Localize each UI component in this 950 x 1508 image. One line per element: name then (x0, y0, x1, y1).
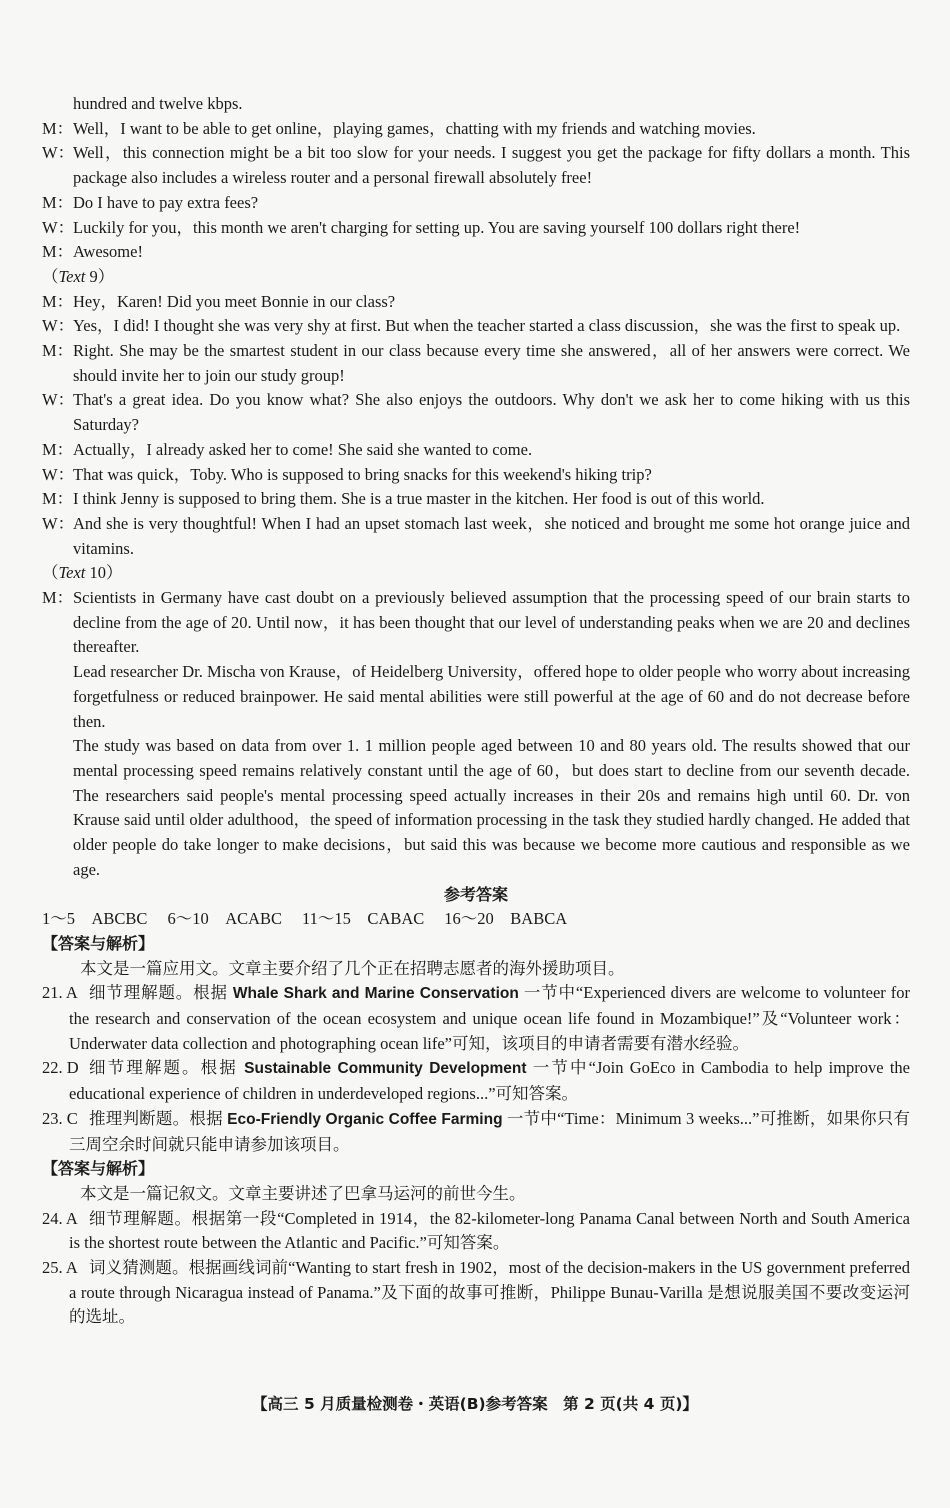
dialogue-line: W： Yes，I did! I thought she was very shy at first. But when the teacher started a class discussion，she was the first to speak up. (42, 314, 910, 339)
monologue-paragraph: The study was based on data from over 1. 1 million people aged between 10 and 80 years old. The results showed that our mental processing speed remains relatively constant until the age of 60，but does start to decline from our seventh decade. The researchers said people's mental processing speed actually increases in their 20s and remains high until 60. Dr. von Krause said until older adulthood，the speed of information processing in the task they studied hardly changed. He added that older people do take longer to make decisions，but said this was because we become more cautious and responsible as we age. (73, 736, 910, 879)
speaker: M： (42, 489, 74, 509)
speaker: M： (42, 291, 74, 311)
speaker: W： (42, 464, 75, 484)
dialogue-line: M： Actually，I already asked her to come! She said she wanted to come. (42, 438, 910, 463)
dialogue-line: M： Do I have to pay extra fees? (42, 191, 910, 216)
question-explanation: 24. A 细节理解题。根据第一段“Completed in 1914，the 82-kilometer-long Panama Canal between North and South America is the shortest route between the Atlantic and Pacific.”可知答案。 (42, 1208, 910, 1253)
speaker: M： (42, 341, 74, 361)
question-explanation: 25. A 词义猜测题。根据画线词前“Wanting to start fresh in 1902，most of the decision-makers in the US government preferred a route through Nicaragua instead of Panama.”及下面的故事可推断，Philippe Bunau-Varilla 是想说服美国不要改变运河的选址。 (42, 1258, 910, 1327)
question-explanation: 22. D 细节理解题。根据 Sustainable Community Development 一节中“Join GoEco in Cambodia to help improve the educational experience of children in underdeveloped regions...”可知答案。 (42, 1058, 910, 1104)
speaker: W： (42, 217, 75, 237)
speaker: M： (42, 242, 74, 262)
dialogue-line: M： Right. She may be the smartest student in our class because every time she answered，all of her answers were correct. We should invite her to join our study group! (42, 341, 910, 385)
answer-key-title: 参考答案 (443, 884, 508, 904)
answer-key-group: 1～5 ABCBC (42, 909, 148, 929)
monologue-paragraph: Lead researcher Dr. Mischa von Krause，of Heidelberg University，offered hope to older people who worry about increasing forgetfulness or reduced brainpower. He said mental abilities were still powerful at the age of 60 and do not decrease before then. (73, 662, 910, 731)
question-number: 22. D (42, 1058, 79, 1078)
analysis-heading: 【答案与解析】 (42, 1159, 155, 1179)
speaker: M： (42, 588, 74, 608)
dialogue-line: hundred and twelve kbps. (73, 94, 243, 113)
text-9-label: （Text 9） (42, 266, 115, 286)
question-number: 23. C (42, 1108, 78, 1128)
question-number: 24. A (42, 1208, 78, 1228)
answer-key-group: 6～10 ACABC (167, 909, 283, 929)
page-content (42, 92, 910, 1330)
page-footer: 【高三 5 月质量检测卷・英语(B)参考答案 第 2 页(共 4 页)】 (252, 1395, 698, 1413)
dialogue-line: M： Awesome! (42, 240, 910, 265)
question-number: 21. A (42, 983, 78, 1003)
monologue-paragraph: M： Scientists in Germany have cast doubt on a previously believed assumption that the processing speed of our brain starts to decline from the age of 20. Until now，it has been thought that our level of understanding peaks when we are 20 and declines thereafter. (42, 588, 910, 657)
analysis-heading: 【答案与解析】 (42, 933, 155, 953)
answer-key-group: 11～15 CABAC (302, 909, 425, 929)
question-explanation: 23. C 推理判断题。根据 Eco-Friendly Organic Coffee Farming 一节中“Time：Minimum 3 weeks...”可推断，如果你只有三周空余时间就只能申请参加该项目。 (42, 1108, 910, 1154)
dialogue-line: W： That was quick，Toby. Who is supposed to bring snacks for this weekend's hiking trip? (42, 463, 910, 488)
dialogue-line: W： That's a great idea. Do you know what? She also enjoys the outdoors. Why don't we ask her to come hiking with us this Saturday? (42, 390, 910, 435)
speaker: M： (42, 118, 74, 138)
text-10-label: （Text 10） (42, 563, 123, 583)
dialogue-line: W： And she is very thoughtful! When I had an upset stomach last week，she noticed and brought me some hot orange juice and vitamins. (42, 513, 910, 558)
speaker: W： (42, 316, 75, 336)
speaker: W： (42, 513, 75, 533)
answer-key-group: 16～20 BABCA (444, 909, 568, 929)
speaker: W： (42, 143, 75, 163)
dialogue-line: W： Well，this connection might be a bit too slow for your needs. I suggest you get the package for fifty dollars a month. This package also includes a wireless router and a personal firewall absolutely free! (42, 143, 910, 188)
dialogue-line: M： Hey，Karen! Did you meet Bonnie in our class? (42, 290, 910, 315)
question-number: 25. A (42, 1258, 78, 1278)
question-explanation: 21. A 细节理解题。根据 Whale Shark and Marine Conservation 一节中“Experienced divers are welcome to volunteer for the research and conservation of the ocean ecosystem and unique ocean life found in Mozambique!”及“Volunteer work：Underwater data collection and photographing ocean life”可知，该项目的申请者需要有潜水经验。 (42, 983, 911, 1053)
speaker: M： (42, 192, 74, 212)
answer-key-row (42, 907, 910, 932)
analysis-intro: 本文是一篇记叙文。文章主要讲述了巴拿马运河的前世今生。 (80, 1183, 526, 1203)
speaker: M： (42, 439, 74, 459)
speaker: W： (42, 390, 75, 410)
dialogue-line: W： Luckily for you，this month we aren't charging for setting up. You are saving yourself 100 dollars right there! (42, 216, 910, 241)
dialogue-line: M： I think Jenny is supposed to bring them. She is a true master in the kitchen. Her food is out of this world. (42, 487, 910, 512)
analysis-intro: 本文是一篇应用文。文章主要介绍了几个正在招聘志愿者的海外援助项目。 (80, 958, 625, 978)
dialogue-line: M： Well，I want to be able to get online，playing games，chatting with my friends and watching movies. (42, 117, 910, 142)
